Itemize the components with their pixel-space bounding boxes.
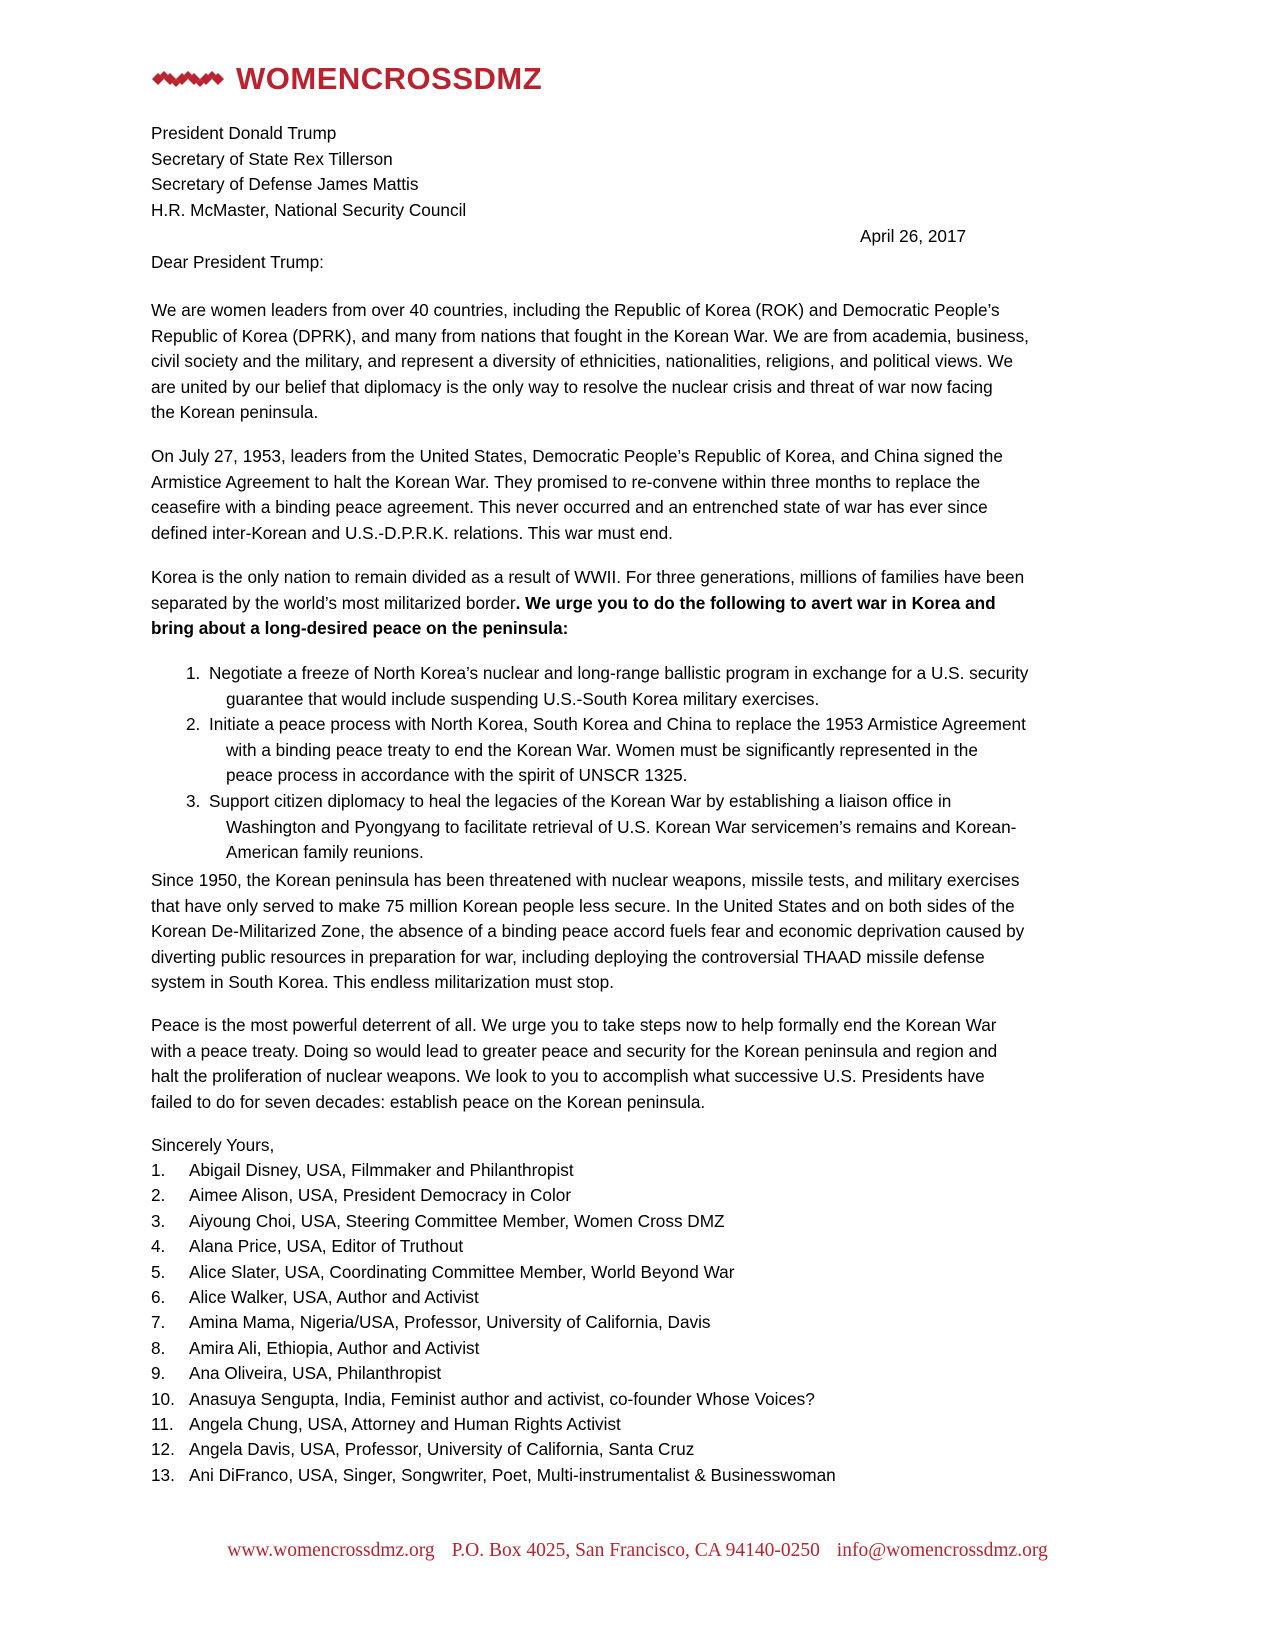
diamond-chain-icon — [152, 67, 224, 91]
signer-text: Angela Chung, USA, Attorney and Human Rights Activist — [189, 1413, 621, 1434]
paragraph-bold-text: . We urge you to do the following to avert war in Korea and — [515, 592, 996, 613]
addressee-block — [151, 121, 466, 223]
action-item — [186, 712, 1146, 789]
signer-number: 7. — [151, 1312, 166, 1333]
signer-text: Anasuya Sengupta, India, Feminist author and activist, co-founder Whose Voices? — [189, 1388, 815, 1409]
addressee-line: Secretary of Defense James Mattis — [151, 174, 419, 195]
signer-number: 11. — [151, 1413, 174, 1434]
paragraph-line: We are women leaders from over 40 countries, including the Republic of Korea (ROK) and Democratic People’s — [151, 300, 1000, 320]
letter-date: April 26, 2017 — [860, 226, 967, 246]
action-line: American family reunions. — [226, 842, 424, 863]
action-line: guarantee that would include suspending U.S.-South Korea military exercises. — [226, 688, 820, 709]
action-line: Initiate a peace process with North Korea, South Korea and China to replace the 1953 Armistice Agreement — [209, 714, 1026, 735]
signer-text: Alice Walker, USA, Author and Activist — [189, 1286, 479, 1307]
paragraph-text: separated by the world’s most militarized border — [151, 592, 516, 613]
paragraph-urge — [151, 565, 1141, 642]
signer-text: Angela Davis, USA, Professor, University of California, Santa Cruz — [189, 1439, 695, 1460]
paragraph-line: Korea is the only nation to remain divided as a result of WWII. For three generations, millions of families have been — [151, 567, 1025, 587]
closing: Sincerely Yours, — [151, 1135, 275, 1155]
signer-number: 2. — [151, 1185, 166, 1206]
action-line: Washington and Pyongyang to facilitate retrieval of U.S. Korean War servicemen’s remains and Korean- — [226, 816, 1017, 837]
action-line: Support citizen diplomacy to heal the legacies of the Korean War by establishing a liaison office in — [209, 790, 952, 811]
signer-number: 4. — [151, 1236, 166, 1257]
action-number: 2. — [186, 714, 201, 735]
signer-number: 12. — [151, 1439, 175, 1460]
paragraph-line: On July 27, 1953, leaders from the United States, Democratic People’s Republic of Korea, and China signed the — [151, 446, 1003, 466]
paragraph-line: halt the proliferation of nuclear weapons. We look to you to accomplish what successive U.S. Presidents have — [151, 1066, 985, 1087]
signer-text: Aiyoung Choi, USA, Steering Committee Member, Women Cross DMZ — [189, 1210, 725, 1231]
signer-text: Abigail Disney, USA, Filmmaker and Philanthropist — [189, 1160, 574, 1180]
signer-text: Ana Oliveira, USA, Philanthropist — [189, 1363, 442, 1384]
signer-text: Alana Price, USA, Editor of Truthout — [189, 1236, 464, 1257]
action-number: 3. — [186, 790, 201, 811]
salutation: Dear President Trump: — [151, 252, 324, 272]
paragraph-line: Korean De-Militarized Zone, the absence of a binding peace accord fuels fear and economic deprivation caused by — [151, 921, 1025, 942]
action-line: with a binding peace treaty to end the Korean War. Women must be significantly represented in the — [226, 739, 978, 760]
signer-number: 6. — [151, 1286, 166, 1307]
paragraph-line: civil society and the military, and represent a diversity of ethnicities, nationalities, religions, and political views. We — [151, 351, 1014, 372]
signer-number: 5. — [151, 1261, 166, 1282]
paragraph-line — [151, 591, 1141, 617]
action-line: peace process in accordance with the spirit of UNSCR 1325. — [226, 765, 688, 786]
paragraph-intro — [151, 298, 1141, 426]
signer-number: 9. — [151, 1363, 166, 1384]
paragraph-line: ceasefire with a binding peace agreement. This never occurred and an entrenched state of war has ever since — [151, 497, 988, 518]
addressee-line: H.R. McMaster, National Security Council — [151, 199, 467, 220]
logo-wordmark: WOMENCROSSDMZ — [236, 61, 543, 96]
action-item — [186, 661, 1146, 712]
paragraph-line: are united by our belief that diplomacy is the only way to resolve the nuclear crisis and threat of war now facing — [151, 376, 993, 397]
paragraph-line: defined inter-Korean and U.S.-D.P.R.K. relations. This war must end. — [151, 522, 673, 543]
paragraph-line: that have only served to make 75 million Korean people less secure. In the United States and on both sides of the — [151, 895, 1015, 916]
logo — [152, 62, 542, 96]
paragraph-peace — [151, 1013, 1141, 1115]
paragraph-militarization — [151, 868, 1141, 996]
signer-text: Amina Mama, Nigeria/USA, Professor, University of California, Davis — [189, 1312, 711, 1333]
signer-number: 8. — [151, 1337, 166, 1358]
paragraph-line: the Korean peninsula. — [151, 402, 319, 423]
action-item — [186, 789, 1146, 866]
footer-email-link[interactable]: info@womencrossdmz.org — [836, 1540, 1048, 1561]
paragraph-line: Peace is the most powerful deterrent of all. We urge you to take steps now to help formally end the Korean War — [151, 1015, 997, 1035]
action-list — [186, 661, 1146, 866]
signer-number: 10. — [151, 1388, 175, 1409]
paragraph-armistice — [151, 444, 1141, 546]
paragraph-line: Republic of Korea (DPRK), and many from nations that fought in the Korean War. We are from academia, business, — [151, 325, 1029, 346]
paragraph-line: diverting public resources in preparation for war, including deploying the controversial THAAD missile defense — [151, 946, 985, 967]
letterhead-footer — [0, 1540, 1275, 1562]
paragraph-line: system in South Korea. This endless militarization must stop. — [151, 972, 614, 993]
signer-number: 1. — [151, 1160, 166, 1180]
action-number: 1. — [186, 663, 201, 683]
paragraph-line: Armistice Agreement to halt the Korean War. They promised to re-convene within three months to replace the — [151, 471, 981, 492]
addressee-line: President Donald Trump — [151, 123, 337, 143]
signer-text: Alice Slater, USA, Coordinating Committee Member, World Beyond War — [189, 1261, 735, 1282]
footer-address: P.O. Box 4025, San Francisco, CA 94140-0250 — [451, 1540, 820, 1561]
footer-website-link[interactable]: www.womencrossdmz.org — [227, 1540, 435, 1561]
paragraph-line: failed to do for seven decades: establish peace on the Korean peninsula. — [151, 1091, 706, 1112]
paragraph-line — [151, 616, 1141, 642]
action-line: Negotiate a freeze of North Korea’s nuclear and long-range ballistic program in exchange for a U.S. security — [209, 663, 1029, 683]
signer-text: Ani DiFranco, USA, Singer, Songwriter, Poet, Multi-instrumentalist & Businesswoman — [189, 1464, 836, 1485]
signer-text: Aimee Alison, USA, President Democracy in Color — [189, 1185, 572, 1206]
paragraph-line: Since 1950, the Korean peninsula has been threatened with nuclear weapons, missile tests, and military exercises — [151, 870, 1020, 890]
signer-number: 3. — [151, 1210, 166, 1231]
signer-text: Amira Ali, Ethiopia, Author and Activist — [189, 1337, 480, 1358]
paragraph-line: with a peace treaty. Doing so would lead to greater peace and security for the Korean peninsula and region and — [151, 1040, 998, 1061]
addressee-line: Secretary of State Rex Tillerson — [151, 148, 393, 169]
signer-number: 13. — [151, 1464, 175, 1485]
paragraph-bold-text: bring about a long-desired peace on the peninsula: — [151, 618, 569, 639]
